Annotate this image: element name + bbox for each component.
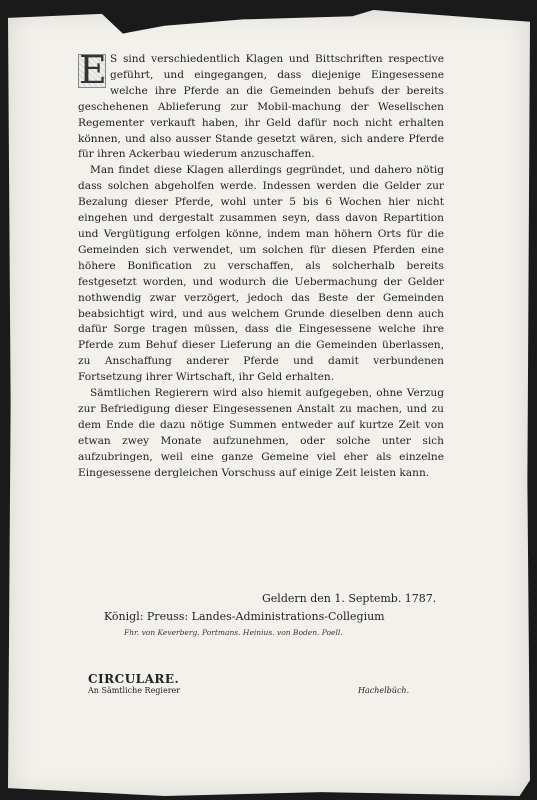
paragraph-1 xyxy=(78,48,444,163)
circulare-title: CIRCULARE. xyxy=(88,672,180,686)
document-date: Geldern den 1. Septemb. 1787. xyxy=(262,592,437,605)
dropcap: E xyxy=(79,48,107,92)
issuing-authority: Königl: Preuss: Landes-Administrations-Collegium xyxy=(104,610,385,623)
document-body xyxy=(78,48,444,481)
clerk-signature: Hachelbüch. xyxy=(358,686,410,695)
paragraph-1-text: S sind verschiedentlich Klagen und Bittschriften respective geführt, und eingegangen, dass diejenige Eingesessene welche ihre Pferde an die Gemeinden behufs der bereits geschehenen Ablieferung zur Mobil-machung der Wesellschen Regementer verkauft haben, ihr Geld dafür noch nicht erhalten können, und also ausser Stande gesetzt wären, sich andere Pferde für ihren Ackerbau wiederum anzuschaffen. xyxy=(78,53,444,161)
signatories: Fhr. von Keverberg. Portmans. Heinius. von Boden. Poell. xyxy=(124,628,343,637)
paragraph-3: Sämtlichen Regierern wird also hiemit aufgegeben, ohne Verzug zur Befriedigung dieser Eingesessenen Anstalt zu machen, und zu dem Ende die dazu nötige Summen entweder auf kurtze Zeit von etwan zwey Monate aufzunehmen, oder solche unter sich aufzubringen, weil eine ganze Gemeine viel eher als einzelne Eingesessene dergleichen Vorschuss auf einige Zeit leisten kann. xyxy=(78,387,444,479)
circulare-addressee: An Sämtliche Regierer xyxy=(88,686,181,695)
paragraph-2: Man findet diese Klagen allerdings gegründet, und dahero nötig dass solchen abgeholfen werde. Indessen werden die Gelder zur Bezalung dieser Pferde, wohl unter 5 bis 6 Wochen hier nicht eingehen und dergestalt zusammen seyn, dass davon Repartition und Vergütigung erfolgen könne, indem man höhern Orts für die Gemeinden sich verwendet, um solchen für diesen Pferden eine höhere Bonification zu verschaffen, als solcherhalb bereits festgesetzt worden, und wodurch die Uebermachung der Gelder nothwendig zwar verzögert, jedoch das Beste der Gemeinden beabsichtigt wird, und aus welchem Grunde dieselben denn auch dafür Sorge tragen müssen, dass die Eingesessene welche ihre Pferde zum Behuf dieser Lieferung an die Gemeinden überlassen, zu Anschaffung anderer Pferde und damit verbundenen Fortsetzung ihrer Wirtschaft, ihr Geld erhalten. xyxy=(78,164,444,384)
